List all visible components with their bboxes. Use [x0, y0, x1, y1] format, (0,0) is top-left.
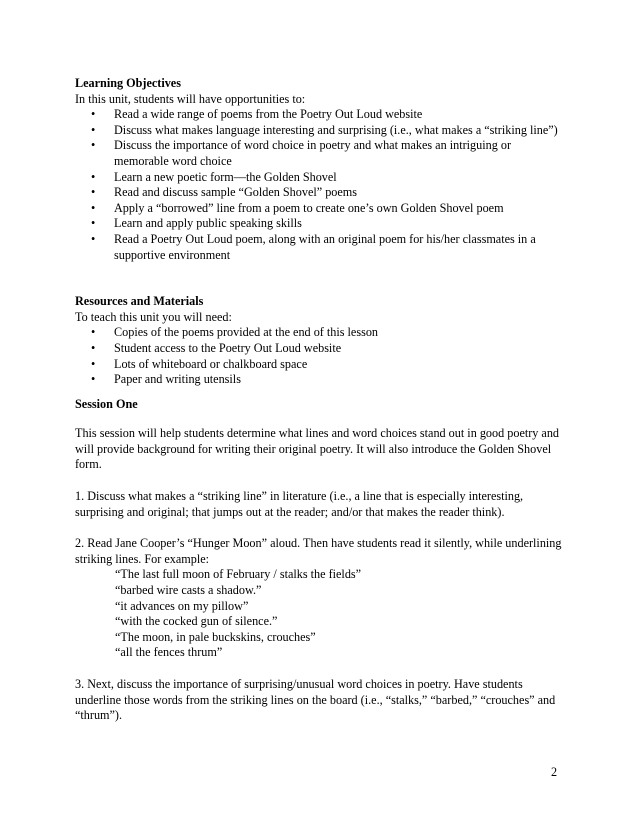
striking-line-quote: “The moon, in pale buckskins, crouches” [115, 629, 316, 644]
bullet-icon: • [91, 107, 96, 122]
resource-item [75, 372, 565, 388]
bullet-icon: • [91, 169, 96, 184]
session-one-heading: Session One [75, 396, 138, 411]
page-number: 2 [551, 765, 558, 779]
learning-objective-item-text: Read a Poetry Out Loud poem, along with an original poem for his/her classmates in a supportive environment [114, 231, 536, 262]
learning-objective-item [75, 123, 565, 139]
resource-item-text: Paper and writing utensils [114, 372, 241, 387]
bullet-icon: • [91, 216, 96, 231]
learning-objective-item-text: Apply a “borrowed” line from a poem to create one’s own Golden Shovel poem [114, 200, 504, 215]
bullet-icon: • [91, 231, 96, 246]
learning-objective-item [75, 232, 565, 263]
resource-item [75, 341, 565, 357]
bullet-icon: • [91, 138, 96, 153]
learning-objectives-list [75, 107, 565, 263]
resources-heading: Resources and Materials [75, 294, 204, 309]
learning-objective-item-text: Read a wide range of poems from the Poetry Out Loud website [114, 107, 423, 122]
session-one-intro: This session will help students determine what lines and word choices stand out in good poetry and will provide background for writing their original poetry. It will also introduce the Golden Shovel form. [75, 426, 560, 472]
learning-objective-item-text: Discuss what makes language interesting and surprising (i.e., what makes a “striking line”) [114, 122, 558, 137]
learning-objective-item-text: Discuss the importance of word choice in poetry and what makes an intriguing or memorable word choice [114, 138, 512, 168]
learning-objective-item [75, 185, 565, 201]
learning-objective-item-text: Learn and apply public speaking skills [114, 216, 302, 231]
bullet-icon: • [91, 340, 96, 355]
learning-objectives-heading: Learning Objectives [75, 76, 181, 90]
bullet-icon: • [91, 122, 96, 137]
resources-intro: To teach this unit you will need: [75, 309, 232, 324]
learning-objective-item-text: Learn a new poetic form—the Golden Shovel [114, 169, 337, 184]
session-one-step-1: 1. Discuss what makes a “striking line” in literature (i.e., a line that is especially interesting, surprising and original; that jumps out at the reader; and/or that makes the reader think). [75, 489, 524, 519]
striking-line-quote: “with the cocked gun of silence.” [115, 614, 278, 629]
page-content [75, 76, 565, 724]
striking-line-quote: “The last full moon of February / stalks the fields” [115, 567, 362, 582]
learning-objective-item [75, 138, 565, 169]
resource-item [75, 357, 565, 373]
resource-item-text: Lots of whiteboard or chalkboard space [114, 356, 308, 371]
learning-objectives-intro: In this unit, students will have opportunities to: [75, 91, 306, 106]
learning-objective-item [75, 107, 565, 123]
resource-item [75, 325, 565, 341]
bullet-icon: • [91, 185, 96, 200]
learning-objective-item-text: Read and discuss sample “Golden Shovel” poems [114, 185, 358, 200]
bullet-icon: • [91, 356, 96, 371]
resource-item-text: Student access to the Poetry Out Loud website [114, 340, 342, 355]
learning-objective-item [75, 201, 565, 217]
striking-line-quote: “barbed wire casts a shadow.” [115, 583, 262, 598]
striking-line-quote: “it advances on my pillow” [115, 598, 249, 613]
striking-lines-list [75, 567, 565, 661]
resource-item-text: Copies of the poems provided at the end of this lesson [114, 325, 379, 340]
learning-objective-item [75, 170, 565, 186]
session-one-step-2: 2. Read Jane Cooper’s “Hunger Moon” aloud. Then have students read it silently, while underlining striking lines. For example: [75, 536, 562, 566]
learning-objective-item [75, 216, 565, 232]
bullet-icon: • [91, 372, 96, 387]
striking-line-quote: “all the fences thrum” [115, 645, 223, 660]
resources-list [75, 325, 565, 387]
bullet-icon: • [91, 325, 96, 340]
bullet-icon: • [91, 200, 96, 215]
session-one-step-3: 3. Next, discuss the importance of surprising/unusual word choices in poetry. Have students underline those words from the striking lines on the board (i.e., “stalks,” “barbed,” “crouches” and “thrum”). [75, 677, 556, 723]
